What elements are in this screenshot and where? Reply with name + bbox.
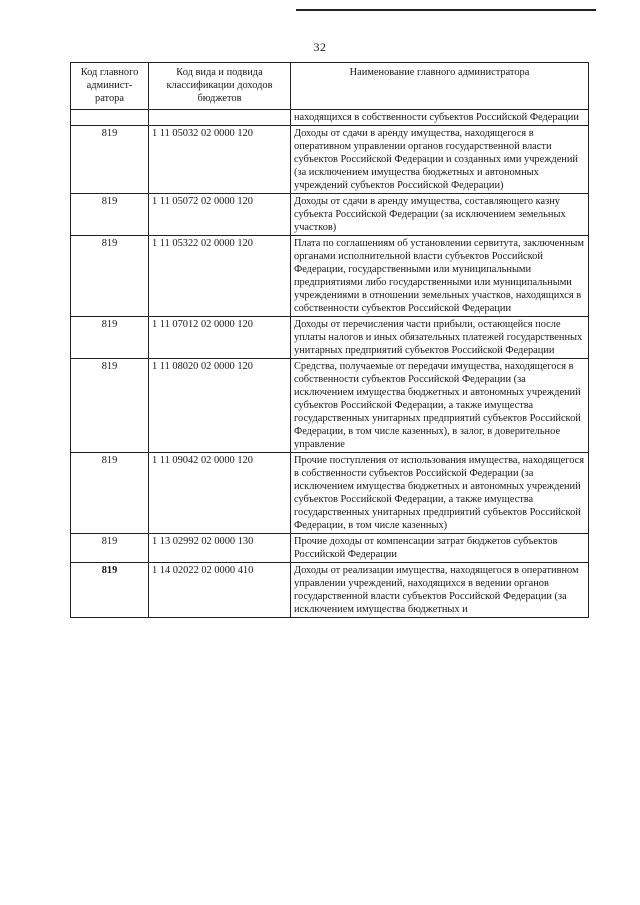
name-cell: Прочие доходы от компенсации затрат бюджетов субъектов Российской Федерации: [291, 534, 589, 563]
income-code-cell: [149, 110, 291, 126]
admin-code-cell: 819: [71, 126, 149, 194]
table-row: [71, 563, 589, 618]
table-row: [71, 236, 589, 317]
table-row: [71, 317, 589, 359]
table-row: [71, 359, 589, 453]
name-cell: находящихся в собственности субъектов Российской Федерации: [291, 110, 589, 126]
income-code-cell: 1 11 05032 02 0000 120: [149, 126, 291, 194]
header-name: Наименование главного администратора: [291, 63, 589, 110]
income-code-cell: 1 11 09042 02 0000 120: [149, 453, 291, 534]
income-codes-table: [70, 62, 589, 618]
name-cell: Доходы от реализации имущества, находящегося в оперативном управлении учреждений, находящихся в ведении органов государственной власти субъектов Российской Федерации (за исключением имущества бюджетных и: [291, 563, 589, 618]
admin-code-cell: 819: [71, 359, 149, 453]
name-cell: Доходы от перечисления части прибыли, остающейся после уплаты налогов и иных обязательных платежей государственных унитарных предприятий субъектов Российской Федерации: [291, 317, 589, 359]
table-row: [71, 110, 589, 126]
admin-code-cell: 819: [71, 563, 149, 618]
table-row: [71, 126, 589, 194]
income-code-cell: 1 14 02022 02 0000 410: [149, 563, 291, 618]
income-code-cell: 1 13 02992 02 0000 130: [149, 534, 291, 563]
table-row: [71, 453, 589, 534]
name-cell: Доходы от сдачи в аренду имущества, находящегося в оперативном управлении органов государственной власти субъектов Российской Федерации и созданных ими учреждений (за исключением имущества бюджетных и автономных учреждений субъектов Российской Федерации): [291, 126, 589, 194]
income-code-cell: 1 11 05072 02 0000 120: [149, 194, 291, 236]
table-header-row: [71, 63, 589, 110]
name-cell: Доходы от сдачи в аренду имущества, составляющего казну субъекта Российской Федерации (за исключением земельных участков): [291, 194, 589, 236]
header-rule: [296, 9, 596, 11]
header-admin-code: Код главного админист-ратора: [71, 63, 149, 110]
name-cell: Прочие поступления от использования имущества, находящегося в собственности субъектов Российской Федерации (за исключением имущества бюджетных и автономных учреждений субъектов Российской Федерации, а также имущества государственных унитарных предприятий субъектов Российской Федерации, в том числе казенных): [291, 453, 589, 534]
table-row: [71, 534, 589, 563]
admin-code-cell: [71, 110, 149, 126]
admin-code-cell: 819: [71, 534, 149, 563]
page-number: 32: [313, 40, 327, 54]
admin-code-cell: 819: [71, 453, 149, 534]
income-code-cell: 1 11 08020 02 0000 120: [149, 359, 291, 453]
admin-code-cell: 819: [71, 194, 149, 236]
income-code-cell: 1 11 05322 02 0000 120: [149, 236, 291, 317]
header-income-code: Код вида и подвида классификации доходов бюджетов: [149, 63, 291, 110]
name-cell: Плата по соглашениям об установлении сервитута, заключенным органами исполнительной власти субъектов Российской Федерации, государственными или муниципальными предприятиями либо государственными или муниципальными учреждениями в отношении земельных участков, находящихся в собственности субъектов Российской Федерации: [291, 236, 589, 317]
name-cell: Средства, получаемые от передачи имущества, находящегося в собственности субъектов Российской Федерации (за исключением имущества бюджетных и автономных учреждений субъектов Российской Федерации, а также имущества государственных унитарных предприятий субъектов Российской Федерации, в том числе казенных), в залог, в доверительное управление: [291, 359, 589, 453]
income-code-cell: 1 11 07012 02 0000 120: [149, 317, 291, 359]
admin-code-cell: 819: [71, 236, 149, 317]
admin-code-cell: 819: [71, 317, 149, 359]
table-row: [71, 194, 589, 236]
